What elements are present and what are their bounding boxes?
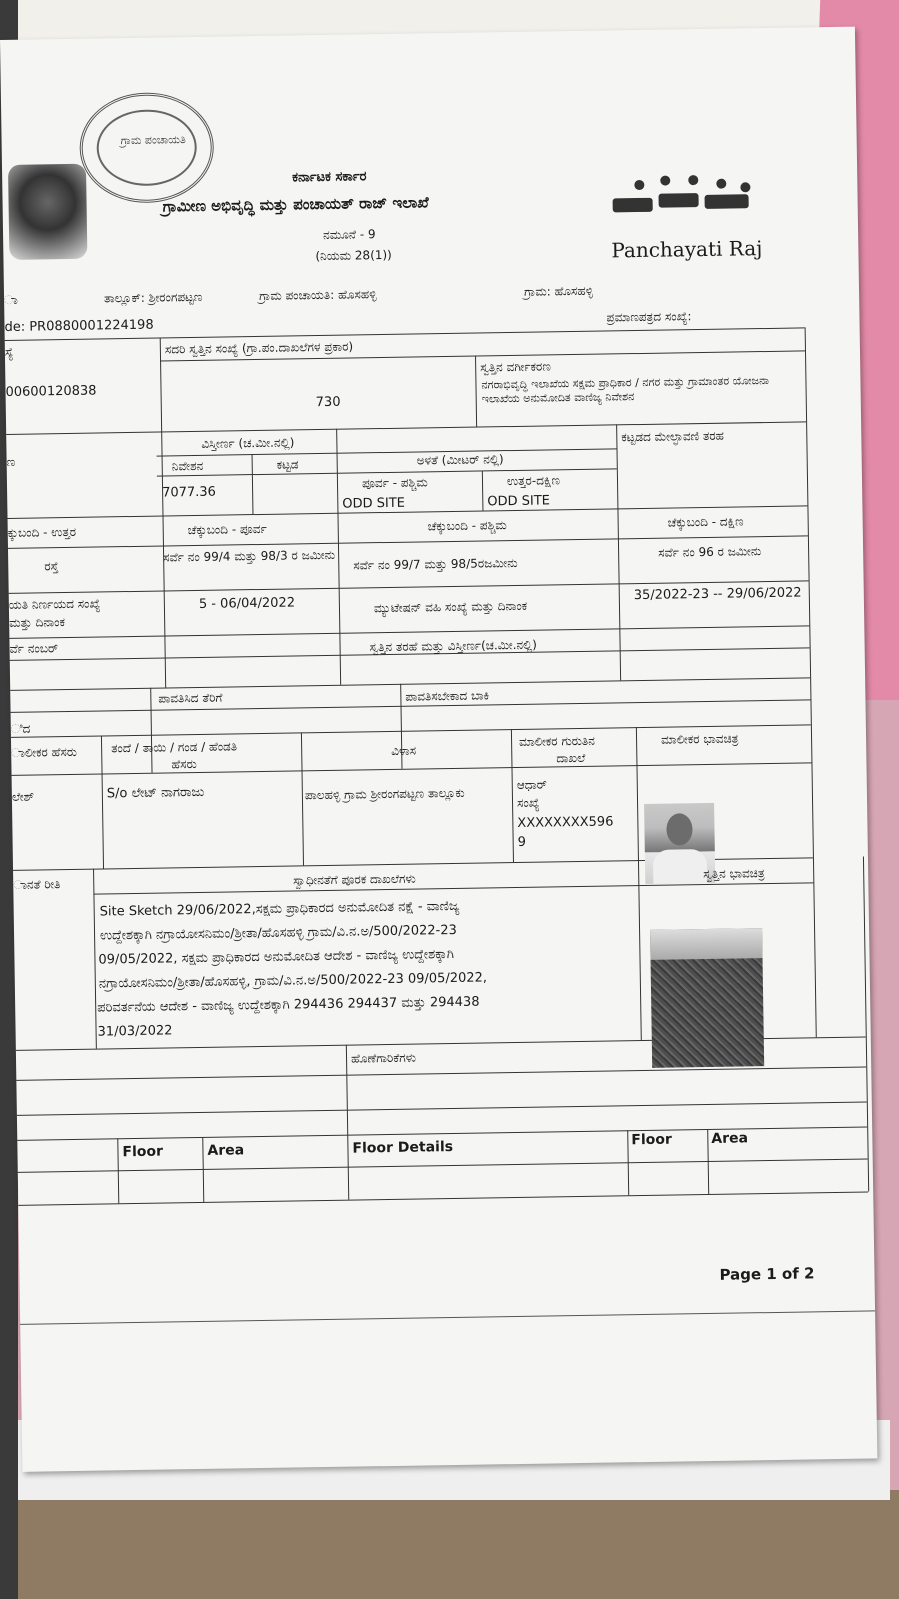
- boundary-south-label: ಚೆಕ್ಕುಬಂದಿ - ದಕ್ಷಿಣ: [667, 514, 744, 530]
- east-west-value: ODD SITE: [342, 495, 406, 512]
- gram-panchayat: ಗ್ರಾಮ ಪಂಚಾಯತಿ: ಹೊಸಹಳ್ಳಿ: [258, 287, 377, 303]
- floor-header-2: Floor: [631, 1131, 672, 1149]
- id-doc-line2: ಸಂಖ್ಯೆ: [516, 795, 540, 810]
- balance-label: ಪಾವತಿಸಬೇಕಾದ ಬಾಕಿ: [405, 688, 490, 704]
- id-doc-label-line2: ದಾಖಲೆ: [556, 750, 586, 766]
- boundary-north-value: ರಸ್ತೆ: [44, 559, 59, 574]
- area-left-cut-label: ಣ: [6, 454, 16, 469]
- panchayat-seal: ಗ್ರಾಮ ಪಂಚಾಯತಿ: [79, 92, 215, 204]
- building-label: ಕಟ್ಟಡ: [276, 457, 299, 472]
- property-no-label: ಸದರಿ ಸ್ವತ್ತಿನ ಸಂಖ್ಯೆ (ಗ್ರಾ.ಪಂ.ದಾಖಲೆಗಳ ಪ್ರಕಾರ): [164, 339, 354, 357]
- owner-name-label: ಾಲೀಕರ ಹೆಸರು: [11, 744, 78, 760]
- doc-line-1: Site Sketch 29/06/2022,ಸಕ್ಷಮ ಪ್ರಾಧಿಕಾರದ ಅನುಮೋದಿತ ನಕ್ಷೆ - ವಾಣಿಜ್ಯ: [99, 898, 460, 920]
- resolution-label-line1: ಯತಿ ನಿರ್ಣಯದ ಸಂಖ್ಯೆ: [8, 596, 101, 612]
- id-doc-label-line1: ಮಾಲೀಕರ ಗುರುತಿನ: [518, 733, 596, 749]
- taluk: ತಾಲ್ಲೂಕ್: ಶ್ರೀರಂಗಪಟ್ಟಣ: [103, 289, 203, 306]
- property-photo-label: ಸ್ವತ್ತಿನ ಭಾವಚಿತ್ರ: [703, 866, 765, 882]
- site-label: ನಿವೇಶನ: [171, 458, 204, 474]
- department-title: ಗ್ರಾಮೀಣ ಅಭಿವೃದ್ಧಿ ಮತ್ತು ಪಂಚಾಯತ್ ರಾಜ್ ಇಲಾಖೆ: [162, 193, 429, 216]
- boundary-south-value: ಸರ್ವೆ ನಂ 96 ರ ಜಮೀನು: [658, 544, 762, 560]
- north-south-value: ODD SITE: [487, 493, 551, 510]
- village: ಗ್ರಾಮ: ಹೊಸಹಳ್ಳಿ: [523, 283, 594, 299]
- mutation-label: ಮ್ಯುಟೇಷನ್ ವಹಿ ಸಂಖ್ಯೆ ಮತ್ತು ದಿನಾಂಕ: [373, 598, 528, 616]
- relation-label-line1: ತಂದೆ / ತಾಯಿ / ಗಂಡ / ಹೆಂಡತಿ: [111, 739, 238, 756]
- background-desk: [0, 1490, 899, 1599]
- liabilities-label: ಹೊಣೆಗಾರಿಕೆಗಳು: [350, 1050, 417, 1066]
- address-label: ವಿಳಾಸ: [391, 743, 417, 758]
- classification-value: ನಗರಾಭಿವೃದ್ಧಿ ಇಲಾಖೆಯ ಸಕ್ಷಮ ಪ್ರಾಧಿಕಾರ / ನಗರ ಮತ್ತು ಗ್ರಾಮಾಂತರ ಯೋಜನಾ ಇಲಾಖೆಯ ಅನುಮೋದಿತ ವಾಣಿಜ್ಯ ನಿವೇಶನ: [481, 373, 770, 406]
- doc-line-3: 09/05/2022, ಸಕ್ಷಮ ಪ್ರಾಧಿಕಾರದ ಅನುಮೋದಿತ ಆದೇಶ - ವಾಣಿಜ್ಯ ಉದ್ದೇಶಕ್ಕಾಗಿ: [98, 946, 455, 968]
- boundary-east-label: ಚೆಕ್ಕುಬಂದಿ - ಪೂರ್ವ: [187, 521, 267, 538]
- page-number: Page 1 of 2: [719, 1264, 815, 1284]
- boundary-east-value: ಸರ್ವೆ ನಂ 99/4 ಮತ್ತು 98/3 ರ ಜಮೀನು: [163, 547, 336, 565]
- id-doc-line4: 9: [517, 834, 527, 850]
- property-id-label: ಸ್ಯೆ: [4, 344, 14, 359]
- floor-details-header: Floor Details: [352, 1139, 454, 1157]
- boundary-west-value: ಸರ್ವೆ ನಂ 99/7 ಮತ್ತು 98/5ರಜಮೀನು: [353, 555, 518, 573]
- property-code: de: PR0880001224198: [4, 317, 154, 335]
- supporting-docs-label: ಸ್ವಾಧೀನತೆಗೆ ಪೂರಕ ದಾಖಲೆಗಳು: [293, 871, 416, 888]
- floor-header: Floor: [122, 1143, 164, 1161]
- owner-name: ಲೇಶ್: [11, 789, 35, 804]
- area-header-2: Area: [711, 1130, 749, 1147]
- panchayati-raj-logo-text: Panchayati Raj: [611, 236, 763, 263]
- area-header: Area: [207, 1142, 245, 1159]
- property-type-label: ಸ್ವತ್ತಿನ ತರಹೆ ಮತ್ತು ವಿಸ್ತೀರ್ಣ(ಚ.ಮೀ.ನಲ್ಲಿ): [369, 637, 537, 655]
- doc-line-4: ನಗ್ರಾಯೋಸನಿಮಂ/ಶ್ರೀತಾ/ಹೊಸಹಳ್ಳಿ, ಗ್ರಾಮ/ವಿ.ನ.ಅ/500/2022-23 09/05/2022,: [98, 970, 488, 992]
- owner-relation: S/o ಲೇಟ್ ನಾಗರಾಜು: [106, 784, 205, 802]
- panchayati-raj-logo-icon: [612, 178, 753, 230]
- site-area-value: 7077.36: [162, 484, 217, 501]
- boundary-west-label: ಚೆಕ್ಕುಬಂದಿ - ಪಶ್ಚಿಮ: [427, 518, 507, 534]
- area-label: ವಿಸ್ತೀರ್ಣ (ಚ.ಮೀ.ನಲ್ಲಿ): [201, 435, 295, 451]
- owner-photo-label: ಮಾಲೀಕರ ಭಾವಚಿತ್ರ: [660, 731, 739, 747]
- karnataka-emblem-icon: [8, 164, 87, 260]
- property-photo: [650, 928, 764, 1068]
- boundary-north-label: ಕ್ಕುಬಂದಿ - ಉತ್ತರ: [7, 524, 77, 540]
- doc-line-6: 31/03/2022: [97, 1023, 173, 1040]
- doc-line-5: ಪರಿವರ್ತನೆಯ ಆದೇಶ - ವಾಣಿಜ್ಯ ಉದ್ದೇಶಕ್ಕಾಗಿ 294436 294437 ಮತ್ತು 294438: [97, 994, 480, 1016]
- resolution-value: 5 - 06/04/2022: [198, 595, 296, 612]
- left-cut-label: ಾ: [3, 292, 18, 307]
- form-number: ನಮೂನೆ - 9: [322, 227, 376, 242]
- resolution-label-line2: ಮತ್ತು ದಿನಾಂಕ: [9, 615, 66, 630]
- north-south-label: ಉತ್ತರ-ದಕ್ಷಿಣ: [506, 473, 561, 489]
- state-govt-title: ಕರ್ನಾಟಕ ಸರ್ಕಾರ: [292, 169, 367, 186]
- tax-cut-label: ಿದ: [10, 721, 31, 736]
- property-id: 00600120838: [5, 383, 97, 400]
- east-west-label: ಪೂರ್ವ - ಪಶ್ಚಿಮ: [361, 475, 428, 491]
- survey-number-label: ರ್ವೆ ನಂಬರ್: [9, 641, 59, 656]
- property-no: 730: [315, 394, 341, 411]
- doc-line-2: ಉದ್ದೇಶಕ್ಕಾಗಿ ನಗ್ರಾಯೋಸನಿಮಂ/ಶ್ರೀತಾ/ಹೊಸಹಳ್ಳಿ ಗ್ರಾಮ/ವಿ.ನ.ಅ/500/2022-23: [99, 922, 457, 944]
- classification-label: ಸ್ವತ್ತಿನ ವರ್ಗೀಕರಣ: [480, 359, 551, 375]
- relation-label-line2: ಹೆಸರು: [171, 756, 197, 772]
- acquisition-label: ಾನತೆ ರೀತಿ: [13, 877, 61, 892]
- certificate-no-label: ಪ್ರಮಾಣಪತ್ರದ ಸಂಖ್ಯೆ:: [606, 309, 692, 325]
- tax-paid-label: ಪಾವತಿಸಿದ ತೆರಿಗೆ: [158, 690, 223, 706]
- mutation-value: 35/2022-23 -- 29/06/2022: [633, 585, 802, 604]
- dimension-label: ಅಳತೆ (ಮೀಟರ್ ನಲ್ಲಿ): [416, 452, 504, 468]
- id-doc-line1: ಆಧಾರ್: [516, 777, 548, 792]
- id-doc-line3: XXXXXXXX596: [517, 814, 614, 831]
- form9-document: [0, 27, 877, 1472]
- rule-number: (ನಿಯಮ 28(1)): [315, 247, 392, 264]
- building-type-label: ಕಟ್ಟಡದ ಮೇಲ್ಛಾವಣಿ ತರಹ: [621, 428, 725, 445]
- owner-address: ಪಾಲಹಳ್ಳಿ ಗ್ರಾಮ ಶ್ರೀರಂಗಪಟ್ಟಣ ತಾಲ್ಲೂಕು: [304, 785, 465, 803]
